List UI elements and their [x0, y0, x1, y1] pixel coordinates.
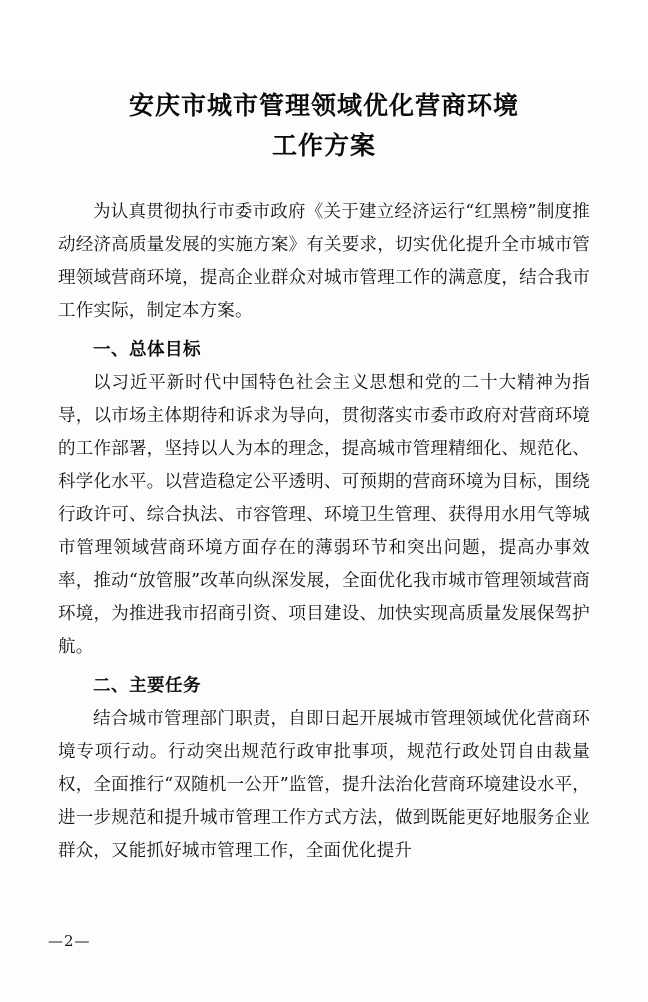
section-heading-overall-goal: 一、总体目标 [93, 340, 201, 360]
paragraph-intro: 为认真贯彻执行市委市政府《关于建立经济运行“红黑榜”制度推动经济高质量发展的实施方案》有关要求，切实优化提升全市城市管理领域营商环境，提高企业群众对城市管理工作的满意度，结合我市工作实际，制定本方案。 [58, 202, 590, 321]
page-number: —2— [48, 932, 91, 950]
document-page [0, 86, 648, 1002]
title-line-2: 工作方案 [271, 131, 376, 160]
title-line-1: 安庆市城市管理领域优化营商环境 [128, 91, 519, 120]
page-footer [0, 932, 648, 950]
document-body [58, 196, 590, 868]
paragraph-main-tasks: 结合城市管理部门职责，自即日起开展城市管理领域优化营商环境专项行动。行动突出规范行政审批事项，规范行政处罚自由裁量权，全面推行“双随机一公开”监管，提升法治化营商环境建设水平，进一步规范和提升城市管理工作方式方法，做到既能更好地服务企业群众，又能抓好城市管理工作，全面优化提升 [58, 709, 590, 861]
section-heading-main-tasks: 二、主要任务 [93, 676, 201, 696]
paragraph-overall-goal: 以习近平新时代中国特色社会主义思想和党的二十大精神为指导，以市场主体期待和诉求为导向，贯彻落实市委市政府对营商环境的工作部署，坚持以人为本的理念，提高城市管理精细化、规范化、科学化水平。以营造稳定公平透明、可预期的营商环境为目标，围绕行政许可、综合执法、市容管理、环境卫生管理、获得用水用气等城市管理领域营商环境方面存在的薄弱环节和突出问题，提高办事效率，推动“放管服”改革向纵深发展，全面优化我市城市管理领域营商环境，为推进我市招商引资、项目建设、加快实现高质量发展保驾护航。 [58, 373, 590, 657]
document-title [58, 86, 590, 166]
